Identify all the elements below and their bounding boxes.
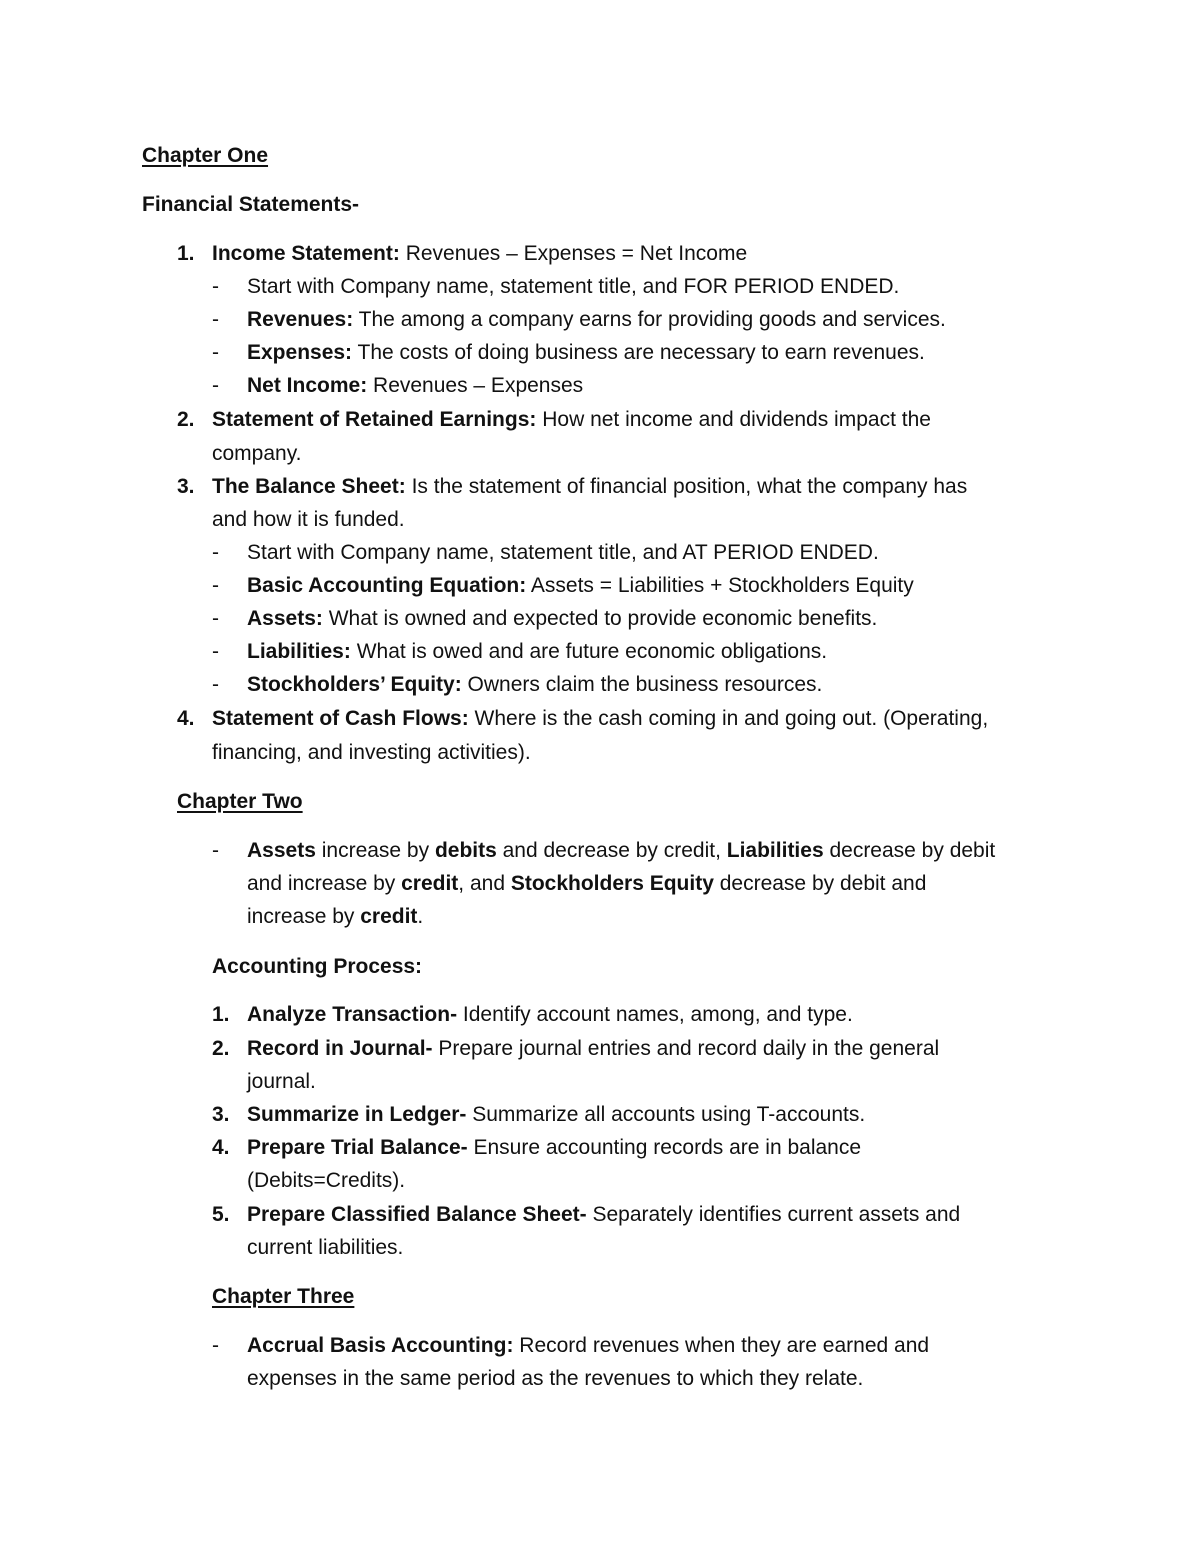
- item-label: Statement of Cash Flows:: [212, 707, 469, 730]
- bullet-text: Owners claim the business resources.: [461, 673, 823, 696]
- step-classified-balance-sheet: [247, 1201, 960, 1229]
- step-record-journal: [247, 1035, 939, 1063]
- step-continuation: (Debits=Credits).: [247, 1169, 406, 1192]
- rule-text: decrease by debit: [823, 839, 996, 862]
- term-credit: credit: [360, 905, 418, 928]
- step-summarize-ledger: [247, 1101, 865, 1129]
- dash-bullet: -: [212, 673, 219, 696]
- chapter-two-heading: Chapter Two: [177, 790, 303, 813]
- step-label: Prepare Classified Balance Sheet-: [247, 1203, 587, 1226]
- bullet-text: Assets = Liabilities + Stockholders Equity: [526, 574, 914, 597]
- bullet-text: Record revenues when they are earned and: [513, 1334, 930, 1357]
- item-continuation: financing, and investing activities).: [212, 741, 531, 764]
- dash-bullet: -: [212, 574, 219, 597]
- list-item-income-statement: [212, 240, 747, 268]
- dash-bullet: -: [212, 341, 219, 364]
- dash-bullet: -: [212, 275, 219, 298]
- rule-text: and decrease by credit,: [496, 839, 727, 862]
- step-trial-balance: [247, 1134, 861, 1162]
- step-text: Ensure accounting records are in balance: [467, 1136, 862, 1159]
- bullet-label: Stockholders’ Equity:: [247, 673, 462, 696]
- list-item-balance-sheet: [212, 473, 967, 501]
- bullet-label: Assets:: [247, 607, 323, 630]
- rule-text: increase by: [247, 905, 361, 928]
- bullet-liabilities: [247, 638, 827, 666]
- bullet-text: What is owned and expected to provide economic benefits.: [322, 607, 878, 630]
- item-text: Is the statement of financial position, what the company has: [405, 475, 968, 498]
- financial-statements-heading: Financial Statements-: [142, 193, 360, 216]
- bullet-label: Revenues:: [247, 308, 354, 331]
- term-debits: debits: [434, 839, 497, 862]
- item-label: Income Statement:: [212, 242, 400, 265]
- step-continuation: journal.: [247, 1070, 316, 1093]
- list-number: 4.: [177, 707, 195, 730]
- bullet-label: Liabilities:: [247, 640, 351, 663]
- rule-text: decrease by debit and: [713, 872, 927, 895]
- item-text: How net income and dividends impact the: [536, 408, 931, 431]
- rule-text: and increase by: [247, 872, 402, 895]
- dash-bullet: -: [212, 607, 219, 630]
- bullet-net-income: [247, 372, 583, 400]
- bullet-expenses: [247, 339, 925, 367]
- list-item-retained-earnings: [212, 406, 931, 434]
- rule-text: increase by: [315, 839, 435, 862]
- debit-credit-rule-line-3: [247, 903, 423, 931]
- term-liabilities: Liabilities: [726, 839, 824, 862]
- step-label: Analyze Transaction-: [247, 1003, 458, 1026]
- list-number: 3.: [177, 475, 195, 498]
- dash-bullet: -: [212, 640, 219, 663]
- step-label: Prepare Trial Balance-: [247, 1136, 468, 1159]
- bullet-text: What is owed and are future economic obligations.: [350, 640, 828, 663]
- bullet-accrual-basis: [247, 1332, 929, 1360]
- item-label: The Balance Sheet:: [212, 475, 406, 498]
- bullet-continuation: expenses in the same period as the revenues to which they relate.: [247, 1367, 864, 1390]
- bullet-text: The among a company earns for providing goods and services.: [353, 308, 946, 331]
- dash-bullet: -: [212, 308, 219, 331]
- dash-bullet: -: [212, 839, 219, 862]
- rule-text: .: [417, 905, 424, 928]
- debit-credit-rule-line-1: [247, 837, 995, 865]
- term-assets: Assets: [247, 839, 316, 862]
- list-number: 1.: [212, 1003, 230, 1026]
- term-credit: credit: [401, 872, 459, 895]
- term-stockholders-equity: Stockholders Equity: [510, 872, 714, 895]
- debit-credit-rule-line-2: [247, 870, 926, 898]
- item-continuation: company.: [212, 442, 302, 465]
- bullet-label: Accrual Basis Accounting:: [247, 1334, 514, 1357]
- dash-bullet: -: [212, 374, 219, 397]
- rule-text: , and: [458, 872, 511, 895]
- bullet-assets: [247, 605, 877, 633]
- list-number: 3.: [212, 1103, 230, 1126]
- dash-bullet: -: [212, 541, 219, 564]
- chapter-one-heading: Chapter One: [142, 144, 269, 167]
- list-number: 1.: [177, 242, 195, 265]
- step-text: Prepare journal entries and record daily in the general: [432, 1037, 940, 1060]
- accounting-process-heading: Accounting Process:: [212, 955, 423, 978]
- list-number: 2.: [212, 1037, 230, 1060]
- item-text: Revenues – Expenses = Net Income: [399, 242, 748, 265]
- step-continuation: current liabilities.: [247, 1236, 404, 1259]
- step-text: Separately identifies current assets and: [586, 1203, 961, 1226]
- bullet-text: Revenues – Expenses: [367, 374, 584, 397]
- list-item-cash-flows: [212, 705, 988, 733]
- chapter-three-heading: Chapter Three: [212, 1285, 355, 1308]
- bullet-accounting-equation: [247, 572, 914, 600]
- bullet-start-with: Start with Company name, statement title, and FOR PERIOD ENDED.: [247, 275, 900, 298]
- bullet-revenues: [247, 306, 946, 334]
- bullet-start-with-at: Start with Company name, statement title, and AT PERIOD ENDED.: [247, 541, 879, 564]
- bullet-label: Basic Accounting Equation:: [247, 574, 527, 597]
- step-text: Summarize all accounts using T-accounts.: [466, 1103, 866, 1126]
- list-number: 5.: [212, 1203, 230, 1226]
- bullet-label: Net Income:: [247, 374, 368, 397]
- item-text: Where is the cash coming in and going out. (Operating,: [468, 707, 989, 730]
- step-label: Summarize in Ledger-: [247, 1103, 467, 1126]
- item-continuation: and how it is funded.: [212, 508, 405, 531]
- list-number: 2.: [177, 408, 195, 431]
- step-analyze-transaction: [247, 1001, 853, 1029]
- step-label: Record in Journal-: [247, 1037, 433, 1060]
- item-label: Statement of Retained Earnings:: [212, 408, 537, 431]
- bullet-label: Expenses:: [247, 341, 353, 364]
- list-number: 4.: [212, 1136, 230, 1159]
- bullet-text: The costs of doing business are necessary to earn revenues.: [352, 341, 925, 364]
- dash-bullet: -: [212, 1334, 219, 1357]
- step-text: Identify account names, among, and type.: [457, 1003, 853, 1026]
- bullet-stockholders-equity: [247, 671, 822, 699]
